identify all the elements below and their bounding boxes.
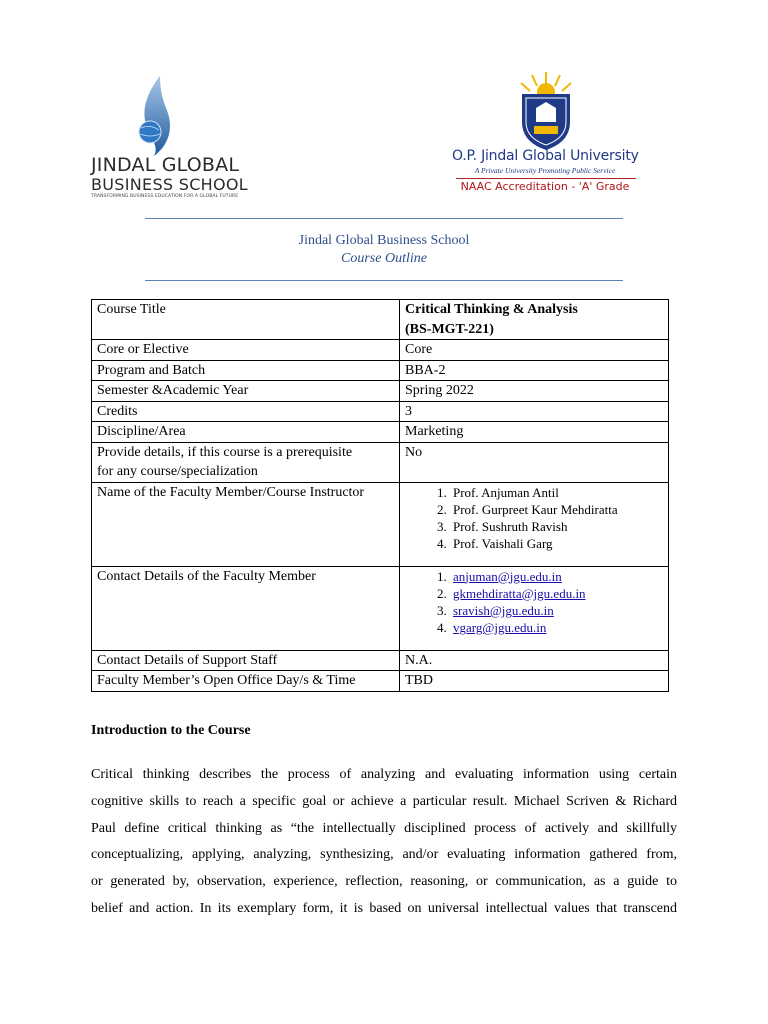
row-label: Course Title [92, 300, 400, 340]
prereq-label [92, 442, 400, 482]
email-link[interactable]: sravish@jgu.edu.in [453, 603, 554, 619]
table-row [92, 300, 669, 340]
contact-item [450, 619, 663, 636]
table-row [92, 671, 669, 692]
row-label: Core or Elective [92, 340, 400, 361]
table-row [92, 360, 669, 381]
email-link[interactable]: vgarg@jgu.edu.in [453, 620, 547, 636]
course-code: (BS-MGT-221) [405, 321, 494, 337]
course-title: Critical Thinking & Analysis [405, 302, 578, 317]
jgbs-line1: JINDAL GLOBAL [91, 154, 240, 176]
contact-label: Contact Details of the Faculty Member [92, 566, 400, 650]
course-title-cell [400, 300, 669, 340]
row-label: Contact Details of Support Staff [92, 650, 400, 671]
table-row [92, 566, 669, 650]
contact-item [450, 602, 663, 619]
prereq-value: No [400, 442, 669, 482]
table-row [92, 340, 669, 361]
table-row [92, 381, 669, 402]
jgbs-wordmark [91, 155, 248, 195]
row-label: Discipline/Area [92, 422, 400, 443]
naac-accreditation: NAAC Accreditation - 'A' Grade [460, 180, 630, 193]
table-row [92, 401, 669, 422]
table-row [92, 650, 669, 671]
row-value: N.A. [400, 650, 669, 671]
document-type: Course Outline [341, 251, 427, 266]
row-label: Semester &Academic Year [92, 381, 400, 402]
paragraph-line: or generated by, observation, experience, reflection, reasoning, or communication, as a guide to [91, 874, 677, 890]
paragraph-line: cognitive skills to reach a specific goal or achieve a particular result. Michael Scriven & Richard [91, 793, 677, 809]
paragraph-line: conceptualizing, applying, analyzing, synthesizing, and/or evaluating information gathered from, [91, 847, 677, 863]
table-row [92, 482, 669, 566]
intro-paragraph [91, 762, 677, 923]
faculty-item: 3. Prof. Sushruth Ravish [450, 518, 663, 535]
jgbs-tagline: TRANSFORMING BUSINESS EDUCATION FOR A GLOBAL FUTURE [91, 194, 239, 199]
opjgu-subtitle: A Private University Promoting Public Service [474, 166, 616, 175]
opjgu-name: O.P. Jindal Global University [452, 148, 639, 164]
row-value: Marketing [400, 422, 669, 443]
faculty-label: Name of the Faculty Member/Course Instructor [92, 482, 400, 566]
paragraph-line: belief and action. In its exemplary form, it is based on universal intellectual values that transcend [91, 900, 677, 916]
faculty-item: 1. Prof. Anjuman Antil [450, 484, 663, 501]
contact-item [450, 568, 663, 585]
row-value: BBA-2 [400, 360, 669, 381]
row-value: TBD [400, 671, 669, 692]
row-value: 3 [400, 401, 669, 422]
contact-list-cell [400, 566, 669, 650]
email-link[interactable]: anjuman@jgu.edu.in [453, 568, 562, 584]
faculty-list [405, 484, 663, 553]
section-heading: Introduction to the Course [91, 723, 251, 738]
paragraph-line: Critical thinking describes the process of analyzing and evaluating information using certain [91, 767, 677, 782]
jgbs-line2: BUSINESS SCHOOL [91, 175, 248, 194]
faculty-item: 2. Prof. Gurpreet Kaur Mehdiratta [450, 501, 663, 518]
header-bottom-rule [145, 280, 623, 281]
faculty-list-cell [400, 482, 669, 566]
opjgu-crest-logo [512, 70, 580, 152]
prereq-label-line2: for any course/specialization [97, 464, 258, 479]
email-link[interactable]: gkmehdiratta@jgu.edu.in [453, 585, 586, 601]
course-info-table [91, 299, 669, 692]
row-value: Spring 2022 [400, 381, 669, 402]
opjgu-divider [456, 178, 636, 179]
header-top-rule [145, 218, 623, 219]
row-label: Credits [92, 401, 400, 422]
paragraph-line: Paul define critical thinking as “the intellectually disciplined process of actively and skillfully [91, 820, 677, 836]
table-row [92, 422, 669, 443]
row-value: Core [400, 340, 669, 361]
row-label: Faculty Member’s Open Office Day/s & Time [92, 671, 400, 692]
contact-list [405, 568, 663, 637]
contact-item [450, 585, 663, 602]
prereq-label-line1: Provide details, if this course is a prerequisite [97, 444, 353, 460]
school-name: Jindal Global Business School [298, 233, 470, 248]
faculty-item: 4. Prof. Vaishali Garg [450, 535, 663, 552]
table-row [92, 442, 669, 482]
row-label: Program and Batch [92, 360, 400, 381]
